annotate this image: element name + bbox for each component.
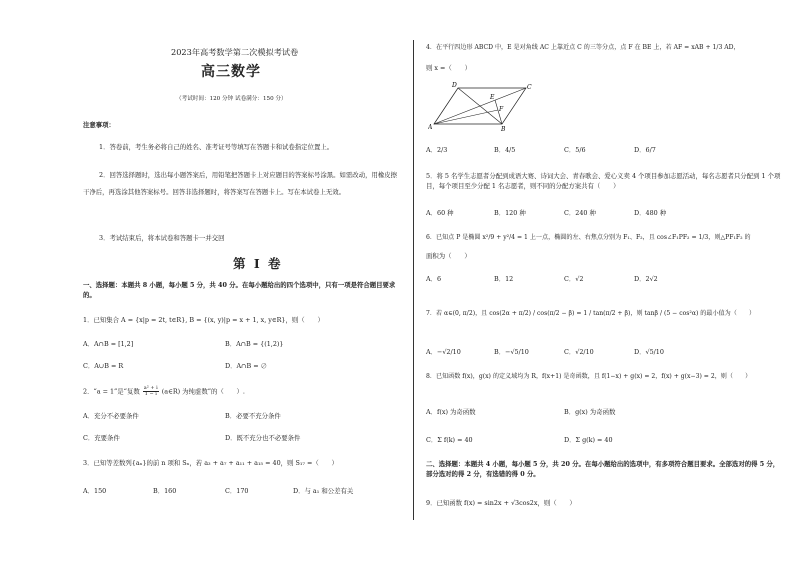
- q3-option-d[interactable]: D．与 a₁ 和公差有关: [293, 487, 354, 495]
- q4-option-d[interactable]: D．6/7: [634, 146, 656, 154]
- subject-title: 高三数学: [201, 64, 261, 80]
- q6-stem2: 面积为（ ）: [426, 252, 471, 260]
- q8-stem: 8．已知函数 f(x)，g(x) 的定义域均为 R，f(x+1) 是奇函数，且 f(1−x) + g(x) = 2，f(x) + g(x−3) = 2，则（ ）: [426, 373, 752, 380]
- q2-option-c[interactable]: C．充要条件: [83, 434, 120, 442]
- q6-stem: 6．已知点 P 是椭圆 x²/9 + y²/4 = 1 上一点，椭圆的左、右焦点分别为 F₁、F₂，且 cos∠F₁PF₂ = 1/3，则△PF₁F₂ 的: [426, 234, 751, 241]
- q6-option-c[interactable]: C．√2: [564, 275, 584, 283]
- q7-stem: 7．若 α∈(0, π/2)，且 cos(2α + π/2) / cos(π/2 − β) = 1 / tan(π/2 + β)，则 tanβ / (5 − cos²α) 的最小值为（ ）: [426, 310, 756, 317]
- q9-stem: 9．已知函数 f(x) = sin2x + √3cos2x，则（ ）: [426, 499, 576, 507]
- q5-option-d[interactable]: D．480 种: [634, 209, 667, 217]
- q3-option-b[interactable]: B．160: [153, 487, 177, 495]
- q2-stem-after: (a∈R) 为纯虚数”的（ ）.: [161, 387, 245, 396]
- q8-option-c[interactable]: C．Σ f(k) = 40: [426, 436, 473, 444]
- q2-frac-den: 1 − i: [144, 391, 157, 397]
- q2-option-a[interactable]: A．充分不必要条件: [83, 412, 139, 420]
- label-a: A: [428, 124, 433, 131]
- parallelogram-diagram: [428, 80, 532, 132]
- exam-title: 2023年高考数学第二次模拟考试卷: [171, 47, 299, 57]
- q1-option-a[interactable]: A．A∩B = [1,2]: [83, 340, 134, 348]
- q3-stem: 3．已知等差数列{aₙ}的前 n 项和 Sₙ，若 a₃ + a₇ + a₁₁ + a₁₅ = 40，则 S₁₇ =（ ）: [83, 459, 338, 467]
- label-d: D: [452, 82, 457, 89]
- q1-option-c[interactable]: C．A∪B = R: [83, 362, 124, 370]
- exam-info: （考试时间：120 分钟 试卷满分：150 分）: [176, 96, 287, 102]
- q8-option-d[interactable]: D．Σ g(k) = 40: [564, 436, 613, 444]
- q5-stem: 5．将 5 名学生志愿者分配到成语大赛、诗词大会、青春歌会、爱心义卖 4 个项目参加志愿活动，每名志愿者只分配到 1 个项目，每个项目至少分配 1 名志愿者，则不同的分配方案共有（ ）: [426, 172, 781, 191]
- q5-option-a[interactable]: A．60 种: [426, 209, 454, 217]
- q2-option-d[interactable]: D．既不充分也不必要条件: [225, 434, 301, 442]
- q3-option-c[interactable]: C．170: [225, 487, 249, 495]
- section1-heading: 一、选择题：本题共 8 小题，每小题 5 分，共 40 分。在每小题给出的四个选项中，只有一项是符合题目要求的。: [83, 281, 396, 299]
- q2-option-b[interactable]: B．必要不充分条件: [225, 412, 281, 420]
- q7-option-d[interactable]: D．√5/10: [634, 348, 664, 356]
- q4-option-c[interactable]: C．5/6: [564, 146, 586, 154]
- label-f: F: [499, 106, 504, 113]
- q2-fraction: [143, 386, 159, 397]
- q7-option-b[interactable]: B．−√5/10: [494, 348, 529, 356]
- notes-heading: 注意事项：: [83, 121, 115, 129]
- q2-stem-before: 2．“a = 1”是“复数: [83, 387, 140, 396]
- q4-stem2: 则 x =（ ）: [426, 64, 471, 72]
- q1-option-d[interactable]: D．A∩B = ∅: [225, 362, 267, 370]
- q7-option-a[interactable]: A．−√2/10: [426, 348, 461, 356]
- section-juan-title: 第 I 卷: [233, 256, 283, 271]
- q5-option-b[interactable]: B．120 种: [494, 209, 526, 217]
- q1-option-b[interactable]: B．A∩B = {(1,2)}: [225, 340, 284, 348]
- q7-option-c[interactable]: C．√2/10: [564, 348, 594, 356]
- q5-option-c[interactable]: C．240 种: [564, 209, 596, 217]
- q8-option-a[interactable]: A．f(x) 为奇函数: [426, 408, 476, 416]
- section2-heading: 二、选择题：本题共 4 小题，每小题 5 分，共 20 分。在每小题给出的选项中，有多项符合题目要求。全部选对的得 5 分，部分选对的得 2 分，有选错的得 0 分。: [426, 460, 780, 479]
- note-item: 2．回答选择题时，选出每小题答案后，用铅笔把答题卡上对应题目的答案标号涂黑。如需改动，用橡皮擦干净后，再选涂其他答案标号。回答非选择题时，将答案写在答题卡上。写在本试卷上无效。: [83, 171, 398, 196]
- q6-option-d[interactable]: D．2√2: [634, 275, 658, 283]
- column-divider: [413, 40, 414, 520]
- note-item: 1．答卷前，考生务必将自己的姓名、准考证号等填写在答题卡和试卷指定位置上。: [99, 143, 334, 151]
- q3-option-a[interactable]: A．150: [83, 487, 107, 495]
- label-c: C: [527, 84, 532, 91]
- q6-option-b[interactable]: B．12: [494, 275, 514, 283]
- q4-option-b[interactable]: B．4/5: [494, 146, 516, 154]
- label-b: B: [501, 126, 506, 132]
- q2-frac-num: a² + i: [143, 385, 158, 391]
- q1-stem: 1．已知集合 A = {x|p = 2t, t∈R}, B = {(x, y)|p = x + 1, x, y∈R}，则（ ）: [83, 316, 324, 324]
- q4-stem: 4．在平行四边形 ABCD 中，E 是对角线 AC 上靠近点 C 的三等分点，点 F 在 BE 上，若 AF = xAB + 1/3 AD，: [426, 44, 740, 51]
- label-e: E: [490, 94, 495, 101]
- note-item: 3．考试结束后，将本试卷和答题卡一并交回: [99, 234, 225, 242]
- q2-stem: [83, 386, 245, 397]
- q4-option-a[interactable]: A．2/3: [426, 146, 448, 154]
- q6-option-a[interactable]: A．6: [426, 275, 442, 283]
- q8-option-b[interactable]: B．g(x) 为奇函数: [564, 408, 616, 416]
